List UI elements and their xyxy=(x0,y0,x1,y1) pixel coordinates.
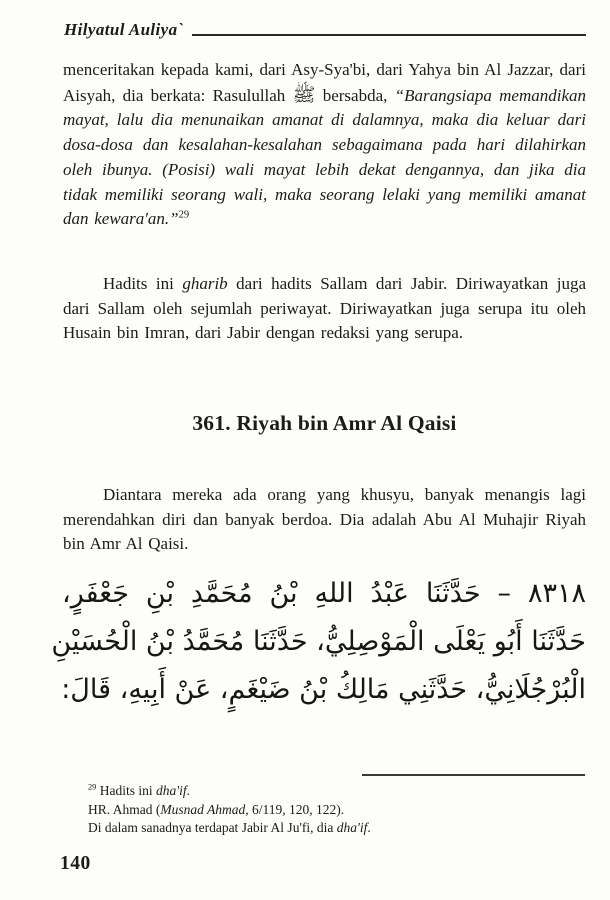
fn1-dhaif-term: dha'if xyxy=(155,783,187,798)
footnotes-block xyxy=(88,782,574,838)
arabic-line-1: ٨٣١٨ – حَدَّثَنَا عَبْدُ اللهِ بْنُ مُحَمَّدِ بْنِ جَعْفَرٍ، xyxy=(62,578,586,609)
fn2-text-a: HR. Ahmad ( xyxy=(88,801,161,817)
fn3-text-a: Di dalam sanadnya terdapat Jabir Al Ju'fi, dia xyxy=(88,820,337,836)
fn1-text-b: . xyxy=(186,783,190,798)
fn2-source-title: Musnad Ahmad xyxy=(160,801,246,817)
paragraph-biography-intro: Diantara mereka ada orang yang khusyu, banyak menangis lagi merendahkan diri dan banyak berdoa. Dia adalah Abu Al Muhajir Riyah bin Amr Al Qaisi. xyxy=(63,485,586,554)
footnote-line-3 xyxy=(88,819,574,838)
book-title: Hilyatul Auliya` xyxy=(64,20,184,39)
footnote-reference-29: 29 xyxy=(178,209,190,221)
p1-narration-text: menceritakan kepada kami, dari Asy-Sya'bi, dari Yahya bin Al Jazzar, dari Aisyah, dia berkata: Rasulullah xyxy=(63,60,586,105)
running-header xyxy=(64,20,586,40)
paragraph-hadith-commentary xyxy=(63,272,586,346)
page-number: 140 xyxy=(60,853,91,874)
p2-text-a: Hadits ini xyxy=(103,274,183,293)
fn2-text-b: , 6/119, 120, 122). xyxy=(245,801,345,817)
p1-bersabda-text: bersabda, xyxy=(315,85,395,105)
arabic-isnad-block xyxy=(51,570,586,714)
header-rule xyxy=(192,34,586,36)
footnote-separator-rule xyxy=(362,774,585,776)
fn1-text-a: Hadits ini xyxy=(96,783,156,798)
paragraph-hadith-narration xyxy=(63,58,586,232)
p2-gharib-term: gharib xyxy=(182,274,228,293)
p1-hadith-quote: “Barangsiapa memandikan mayat, lalu dia menunaikan amanat di dalamnya, maka dia keluar dari dosa-dosa dan kesalahan-kesalahan sebagaimana pada hari dilahirkan oleh ibunya. (Posisi) wali mayat lebih dekat dengannya, dan jika dia tidak memiliki seorang wali, maka seorang lelaki yang memiliki amanat dan kewara'an.” xyxy=(63,85,586,229)
arabic-line-3: الْبُرْجُلَانِيُّ، حَدَّثَنِي مَالِكُ بْنُ ضَيْغَمٍ، عَنْ أَبِيهِ، قَالَ: xyxy=(61,674,586,705)
fn3-dhaif-term: dha'if xyxy=(336,820,368,836)
section-heading: 361. Riyah bin Amr Al Qaisi xyxy=(192,411,457,435)
footnote-number: 29 xyxy=(88,782,97,792)
arabic-line-2: حَدَّثَنَا أَبُو يَعْلَى الْمَوْصِلِيُّ، حَدَّثَنَا مُحَمَّدُ بْنُ الْحُسَيْنِ xyxy=(51,626,586,657)
footnote-line-1 xyxy=(88,782,574,801)
p2-text-b: dari hadits Sallam dari Jabir. Diriwayatkan juga dari Sallam oleh sejumlah periwayat. Diriwayatkan juga serupa itu oleh Husain bin Imran, dari Jabir dengan redaksi yang serupa. xyxy=(63,274,586,343)
fn3-text-b: . xyxy=(367,820,371,836)
footnote-line-2 xyxy=(88,801,574,820)
saw-calligraphy-icon: ﷺ xyxy=(292,83,316,106)
